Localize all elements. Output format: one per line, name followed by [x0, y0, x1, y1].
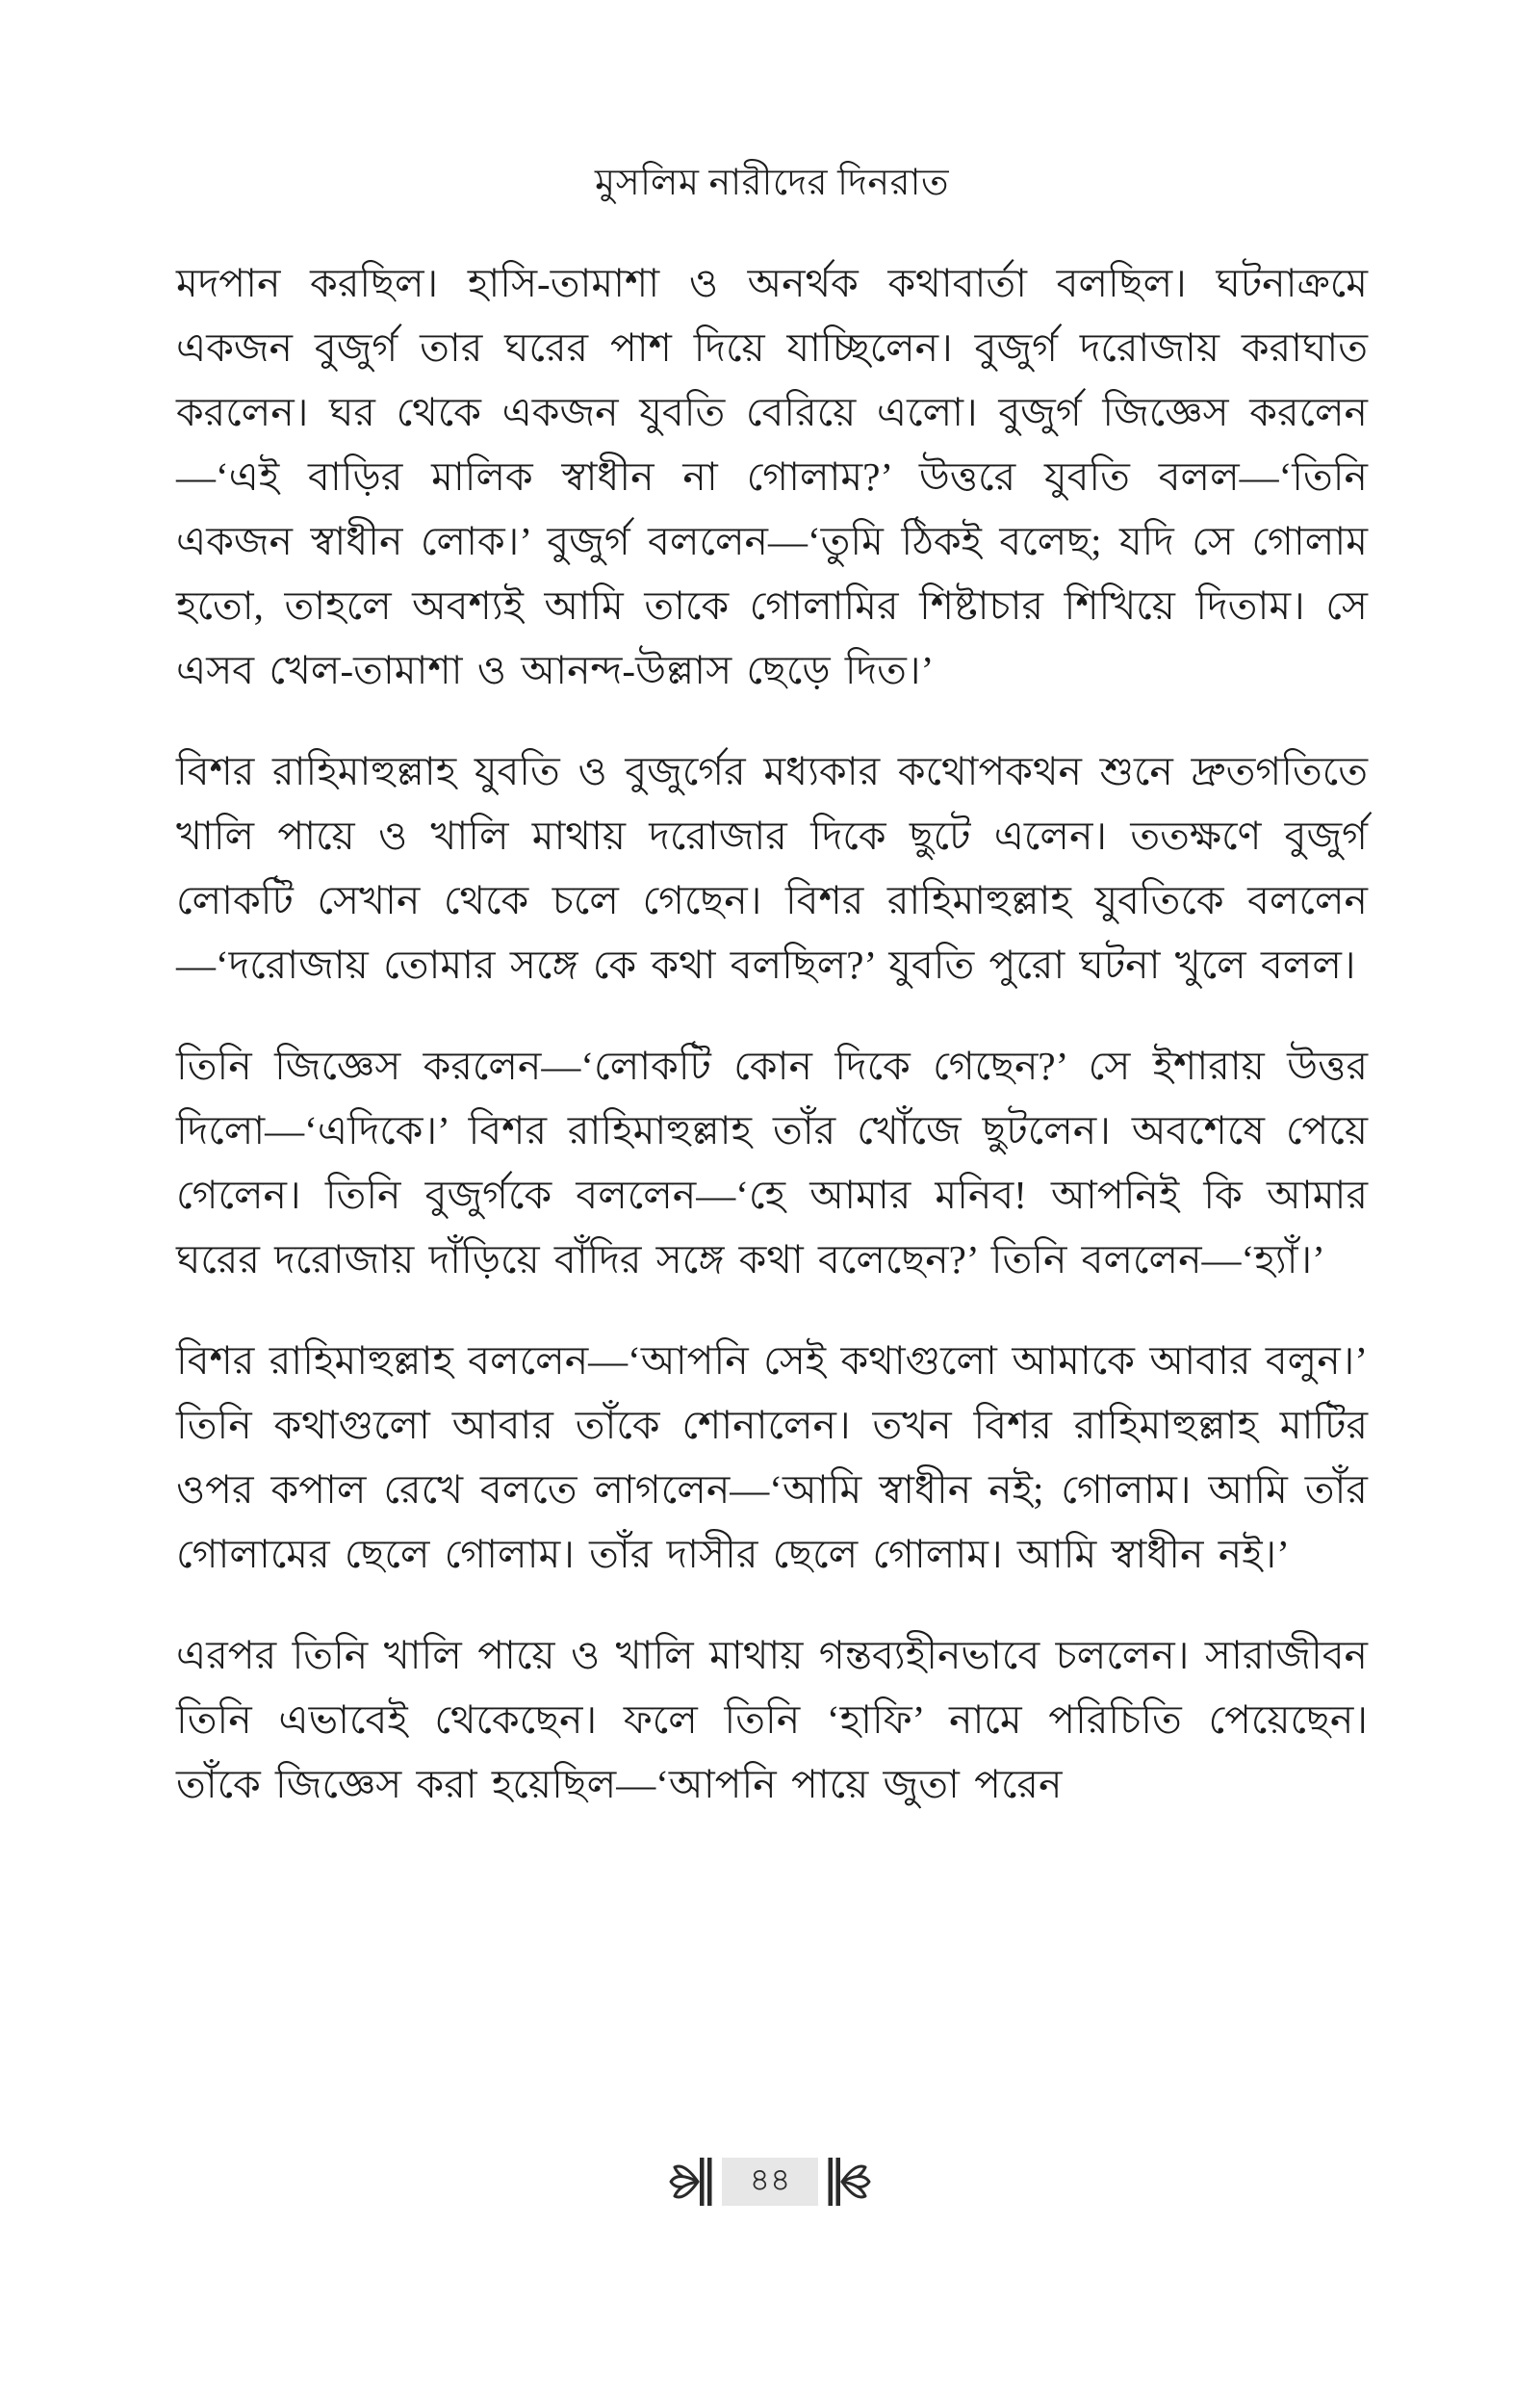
page-number: ৪৪ — [749, 2163, 791, 2198]
paragraph-3: তিনি জিজ্ঞেস করলেন—‘লোকটি কোন দিকে গেছেন?’ সে ইশারায় উত্তর দিলো—‘এদিকে।’ বিশর রাহিমাহুল্লাহ তাঁর খোঁজে ছুটলেন। অবশেষে পেয়ে গেলেন। তিনি বুজুর্গকে বললেন—‘হে আমার মনিব! আপনিই কি আমার ঘরের দরোজায় দাঁড়িয়ে বাঁদির সঙ্গে কথা বলেছেন?’ তিনি বললেন—‘হ্যাঁ।’ — [176, 1044, 1368, 1282]
footer-ornament-left-icon — [668, 2155, 712, 2209]
paragraph-4: বিশর রাহিমাহুল্লাহ বললেন—‘আপনি সেই কথাগুলো আমাকে আবার বলুন।’ তিনি কথাগুলো আবার তাঁকে শোনালেন। তখন বিশর রাহিমাহুল্লাহ মাটির ওপর কপাল রেখে বলতে লাগলেন—‘আমি স্বাধীন নই; গোলাম। আমি তাঁর গোলামের ছেলে গোলাম। তাঁর দাসীর ছেলে গোলাম। আমি স্বাধীন নই।’ — [176, 1338, 1368, 1577]
paragraph-1: মদপান করছিল। হাসি-তামাশা ও অনর্থক কথাবার্তা বলছিল। ঘটনাক্রমে একজন বুজুর্গ তার ঘরের পাশ দিয়ে যাচ্ছিলেন। বুজুর্গ দরোজায় করাঘাত করলেন। ঘর থেকে একজন যুবতি বেরিয়ে এলো। বুজুর্গ জিজ্ঞেস করলেন—‘এই বাড়ির মালিক স্বাধীন না গোলাম?’ উত্তরে যুবতি বলল—‘তিনি একজন স্বাধীন লোক।’ বুজুর্গ বললেন—‘তুমি ঠিকই বলেছ; যদি সে গোলাম হতো, তাহলে অবশ্যই আমি তাকে গোলামির শিষ্টাচার শিখিয়ে দিতাম। সে এসব খেল-তামাশা ও আনন্দ-উল্লাস ছেড়ে দিত।’ — [176, 261, 1368, 693]
paragraph-2: বিশর রাহিমাহুল্লাহ যুবতি ও বুজুর্গের মধ্যকার কথোপকথন শুনে দ্রুতগতিতে খালি পায়ে ও খালি মাথায় দরোজার দিকে ছুটে এলেন। ততক্ষণে বুজুর্গ লোকটি সেখান থেকে চলে গেছেন। বিশর রাহিমাহুল্লাহ যুবতিকে বললেন—‘দরোজায় তোমার সঙ্গে কে কথা বলছিল?’ যুবতি পুরো ঘটনা খুলে বলল। — [176, 749, 1368, 988]
page-number-box — [722, 2158, 818, 2206]
paragraph-5: এরপর তিনি খালি পায়ে ও খালি মাথায় গন্তব্যহীনভাবে চললেন। সারাজীবন তিনি এভাবেই থেকেছেন। ফলে তিনি ‘হাফি’ নামে পরিচিতি পেয়েছেন। তাঁকে জিজ্ঞেস করা হয়েছিল—‘আপনি পায়ে জুতা পরেন — [176, 1633, 1368, 1807]
body-text — [176, 251, 1368, 1817]
page-title: মুসলিম নারীদের দিনরাত — [594, 163, 950, 203]
footer-ornament-right-icon — [828, 2155, 872, 2209]
text-column — [176, 0, 1368, 1853]
page-footer — [0, 2155, 1540, 2209]
